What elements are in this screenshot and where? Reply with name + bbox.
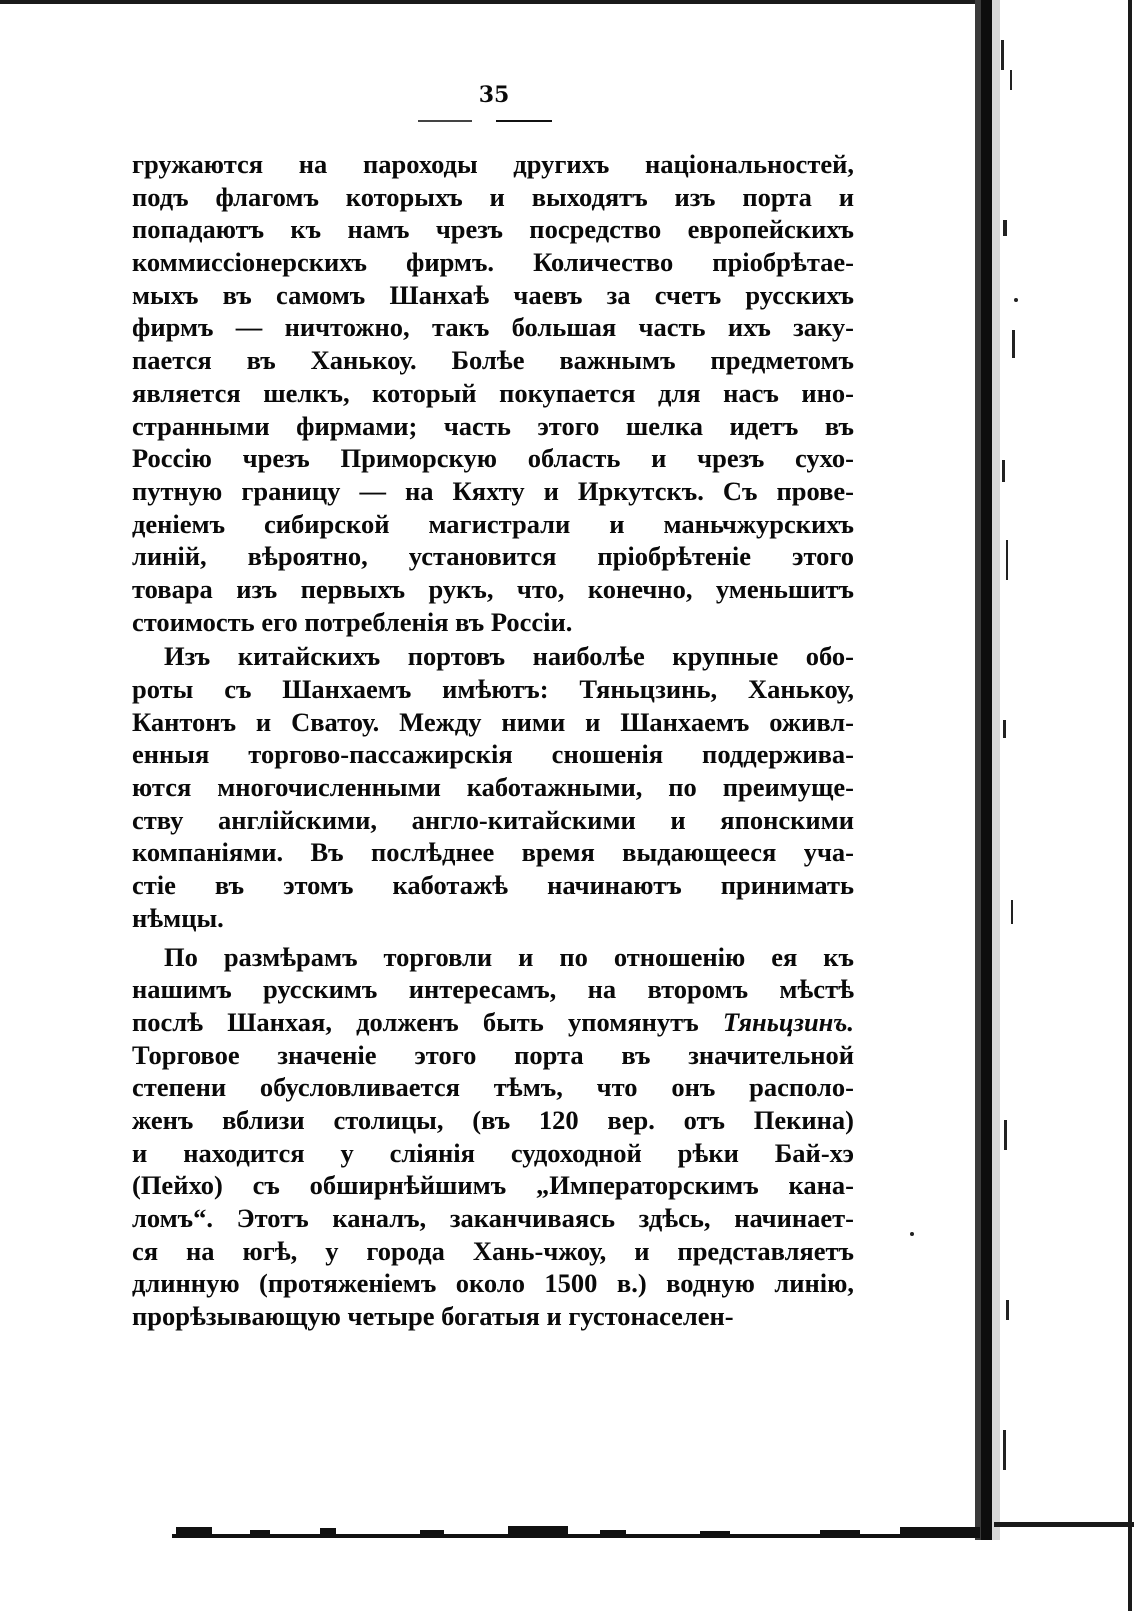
text-line: является шелкъ, который покупается для насъ ино- xyxy=(132,377,854,408)
top-border-line xyxy=(0,0,985,4)
emphasis: Тяньцзинъ. xyxy=(722,1006,854,1037)
text-line: Изъ китайскихъ портовъ наиболѣе крупные обо- xyxy=(164,641,854,672)
text-line: ся на югѣ, у города Хань-чжоу, и представляетъ xyxy=(132,1235,854,1266)
text-line: Россію чрезъ Приморскую область и чрезъ сухо- xyxy=(132,443,854,474)
text-line: компаніями. Въ послѣднее время выдающееся уча- xyxy=(132,837,854,868)
page-number: 35 xyxy=(478,82,510,108)
text-line: фирмъ — ничтожно, такъ большая часть ихъ заку- xyxy=(132,312,854,343)
text-line: и находится у сліянія судоходной рѣки Бай-хэ xyxy=(132,1137,854,1168)
text-line: нѣмцы. xyxy=(132,902,224,933)
text-line: стоимость его потребленія въ Россіи. xyxy=(132,606,573,637)
text-line: женъ вблизи столицы, (въ 120 вер. отъ Пекина) xyxy=(132,1104,854,1135)
text-line: товара изъ первыхъ рукъ, что, конечно, уменьшитъ xyxy=(132,573,854,604)
text-line: линій, вѣроятно, установится пріобрѣтеніе этого xyxy=(132,541,854,572)
text-line: Торговое значеніе этого порта въ значительной xyxy=(132,1039,854,1070)
page-body xyxy=(132,148,854,1333)
text-line: послѣ Шанхая, долженъ быть упомянутъ Тяньцзинъ. xyxy=(132,1006,854,1037)
text-line: гружаются на пароходы другихъ національностей, xyxy=(132,149,854,179)
text-line: енныя торгово-пассажирскія сношенія поддержива- xyxy=(132,739,854,770)
text-line: попадаютъ къ намъ чрезъ посредство европейскихъ xyxy=(132,214,854,245)
text-line: деніемъ сибирской магистрали и маньчжурскихъ xyxy=(132,508,854,539)
text-line: роты съ Шанхаемъ имѣютъ: Тяньцзинь, Ханькоу, xyxy=(132,674,854,704)
text-line: ству англійскими, англо-китайскими и японскими xyxy=(132,804,854,835)
text-line: странными фирмами; часть этого шелка идетъ въ xyxy=(132,410,854,441)
text-line: подъ флагомъ которыхъ и выходятъ изъ порта и xyxy=(132,181,854,212)
text-line: пается въ Ханькоу. Болѣе важнымъ предметомъ xyxy=(132,345,854,376)
text-line: ются многочисленными каботажными, по преимуще- xyxy=(132,772,854,803)
text-line: стіе въ этомъ каботажѣ начинаютъ принимать xyxy=(132,870,854,901)
bottom-rule xyxy=(994,1522,1134,1527)
text-line: коммиссіонерскихъ фирмъ. Количество пріобрѣтае- xyxy=(132,247,854,278)
text-line: мыхъ въ самомъ Шанхаѣ чаевъ за счетъ русскихъ xyxy=(132,279,854,310)
text-line: Кантонъ и Сватоу. Между ними и Шанхаемъ оживл- xyxy=(132,706,854,737)
text-line: нашимъ русскимъ интересамъ, на второмъ мѣстѣ xyxy=(132,974,854,1005)
right-edge-line xyxy=(1128,0,1132,1611)
text-line: путную границу — на Кяхту и Иркутскъ. Съ прове- xyxy=(132,475,854,506)
text-line: (Пейхо) съ обширнѣйшимъ „Императорскимъ кана- xyxy=(132,1170,854,1201)
text-line: степени обусловливается тѣмъ, что онъ располо- xyxy=(132,1072,854,1103)
text-line: ломъ“. Этотъ каналъ, заканчиваясь здѣсь, начинает- xyxy=(132,1203,854,1233)
text-line: По размѣрамъ торговли и по отношенію ея къ xyxy=(164,941,854,972)
text-line: прорѣзывающую четыре богатыя и густонаселен- xyxy=(132,1301,734,1332)
text-line: длинную (протяженіемъ около 1500 в.) водную линію, xyxy=(132,1268,854,1299)
